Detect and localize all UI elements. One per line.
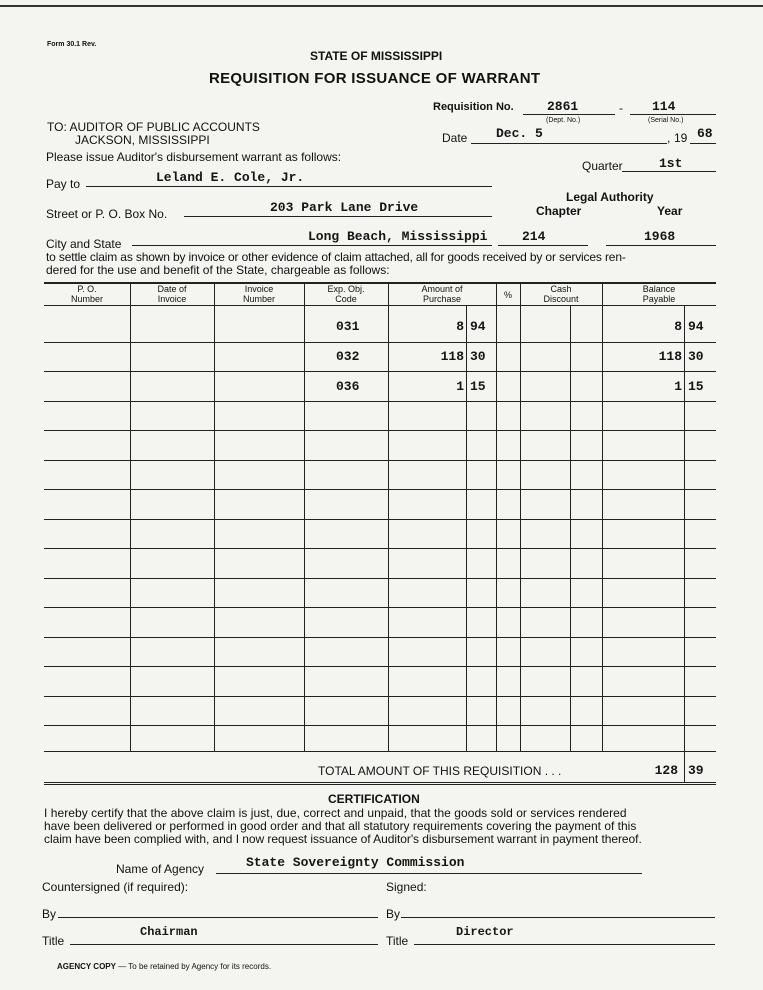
left-title-value: Chairman	[140, 925, 198, 939]
total-dollars: 128	[654, 763, 678, 778]
header-balance: Balance	[642, 284, 676, 294]
date-century: 19	[674, 131, 688, 145]
city-line	[132, 245, 492, 246]
city-value: Long Beach, Mississippi	[308, 229, 488, 244]
footer-note	[57, 962, 271, 971]
total-cents: 39	[688, 763, 704, 778]
certification-line-1: I hereby certify that the above claim is just, due, correct and unpaid, that the goods sold or services rendered	[44, 806, 627, 820]
row-3-amount-cents: 15	[470, 379, 486, 394]
row-3-balance-dollars: 1	[674, 379, 682, 394]
total-label: TOTAL AMOUNT OF THIS REQUISITION . . .	[318, 764, 562, 778]
title-label-right: Title	[386, 934, 409, 948]
header-po-2: Number	[70, 294, 103, 304]
dept-no-value: 2861	[547, 99, 579, 114]
row-2-code: 032	[336, 349, 360, 364]
to-line-1: TO: AUDITOR OF PUBLIC ACCOUNTS	[47, 120, 260, 134]
date-line	[471, 143, 667, 144]
row-2-amount-dollars: 118	[440, 349, 464, 364]
title-line-right	[414, 944, 715, 945]
chapter-line	[498, 245, 588, 246]
countersigned-label: Countersigned (if required):	[42, 880, 189, 894]
year-label: Year	[657, 204, 683, 218]
legal-authority-label: Legal Authority	[566, 190, 654, 204]
dept-caption: (Dept. No.)	[546, 117, 581, 124]
form-title: REQUISITION FOR ISSUANCE OF WARRANT	[209, 70, 541, 87]
header-date-2: Invoice	[157, 294, 187, 304]
quarter-value: 1st	[659, 156, 683, 171]
top-border	[0, 5, 763, 7]
date-label: Date	[442, 131, 468, 145]
quarter-line	[622, 171, 716, 172]
title-line-left	[70, 944, 378, 945]
certification-heading: CERTIFICATION	[328, 792, 420, 806]
header-amount: Amount of	[421, 284, 463, 294]
chapter-label: Chapter	[536, 204, 582, 218]
serial-no-line	[630, 114, 716, 115]
legal-year-line	[606, 245, 716, 246]
items-table	[44, 282, 716, 751]
by-line-left	[58, 917, 378, 918]
header-balance-2: Payable	[642, 294, 676, 304]
certification-line-3: claim have been complied with, and I now request issuance of Auditor's disbursement warrant in payment thereof.	[44, 832, 642, 846]
row-3-amount-dollars: 1	[456, 379, 464, 394]
state-heading: STATE OF MISSISSIPPI	[310, 49, 443, 63]
settle-line-2: dered for the use and benefit of the State, chargeable as follows:	[46, 263, 390, 277]
to-line-2: JACKSON, MISSISSIPPI	[75, 133, 210, 147]
street-value: 203 Park Lane Drive	[270, 200, 419, 215]
settle-line-1: to settle claim as shown by invoice or other evidence of claim attached, all for goods received by or services ren-	[46, 250, 626, 264]
row-1-code: 031	[336, 319, 360, 334]
header-invoice: Invoice	[244, 284, 274, 294]
date-year: 68	[697, 126, 713, 141]
row-2-amount-cents: 30	[470, 349, 486, 364]
footer-bold: AGENCY COPY	[57, 962, 116, 971]
header-percent: %	[503, 290, 512, 300]
chapter-value: 214	[522, 229, 546, 244]
legal-year-value: 1968	[644, 229, 676, 244]
signed-label: Signed:	[386, 880, 427, 894]
serial-caption: (Serial No.)	[648, 117, 684, 124]
street-line	[184, 216, 492, 217]
row-1-balance-cents: 94	[688, 319, 704, 334]
footer-rest: — To be retained by Agency for its records.	[118, 962, 272, 971]
pay-to-value: Leland E. Cole, Jr.	[156, 170, 305, 185]
by-line-right	[401, 917, 715, 918]
row-3-balance-cents: 15	[688, 379, 704, 394]
serial-no-value: 114	[652, 99, 676, 114]
title-label-left: Title	[42, 934, 65, 948]
year-line	[690, 143, 716, 144]
header-amount-2: Purchase	[422, 294, 462, 304]
dept-no-line	[523, 114, 615, 115]
row-3-code: 036	[336, 379, 360, 394]
form-number: Form 30.1 Rev.	[47, 41, 97, 48]
header-exp-code: Exp. Obj.	[327, 284, 365, 294]
row-2-balance-dollars: 118	[658, 349, 682, 364]
by-label-left: By	[42, 907, 57, 921]
quarter-label: Quarter	[582, 159, 623, 173]
pay-to-label: Pay to	[46, 177, 81, 191]
row-1-amount-dollars: 8	[456, 319, 464, 334]
street-label: Street or P. O. Box No.	[46, 207, 168, 221]
header-invoice-2: Number	[242, 294, 275, 304]
by-label-right: By	[386, 907, 401, 921]
row-2-balance-cents: 30	[688, 349, 704, 364]
agency-line	[216, 873, 642, 874]
header-cash-discount: Cash	[550, 284, 572, 294]
header-cash-discount-2: Discount	[543, 294, 579, 304]
city-label: City and State	[46, 237, 122, 251]
total-divider	[684, 751, 685, 783]
requisition-label: Requisition No.	[433, 101, 514, 113]
total-rule	[44, 782, 716, 785]
right-title-value: Director	[456, 925, 514, 939]
please-issue: Please issue Auditor's disbursement warrant as follows:	[46, 150, 342, 164]
header-po: P. O.	[77, 284, 97, 294]
row-1-balance-dollars: 8	[674, 319, 682, 334]
row-1-amount-cents: 94	[470, 319, 486, 334]
certification-line-2: have been delivered or performed in good order and that all statutory requirements covering the payment of this	[44, 819, 637, 833]
req-dash: -	[619, 101, 623, 115]
date-comma: ,	[667, 131, 671, 145]
header-exp-code-2: Code	[335, 294, 357, 304]
pay-to-line	[86, 186, 492, 187]
agency-value: State Sovereignty Commission	[246, 855, 465, 870]
header-date: Date of	[157, 284, 187, 294]
agency-label: Name of Agency	[116, 862, 205, 876]
date-value: Dec. 5	[496, 126, 543, 141]
